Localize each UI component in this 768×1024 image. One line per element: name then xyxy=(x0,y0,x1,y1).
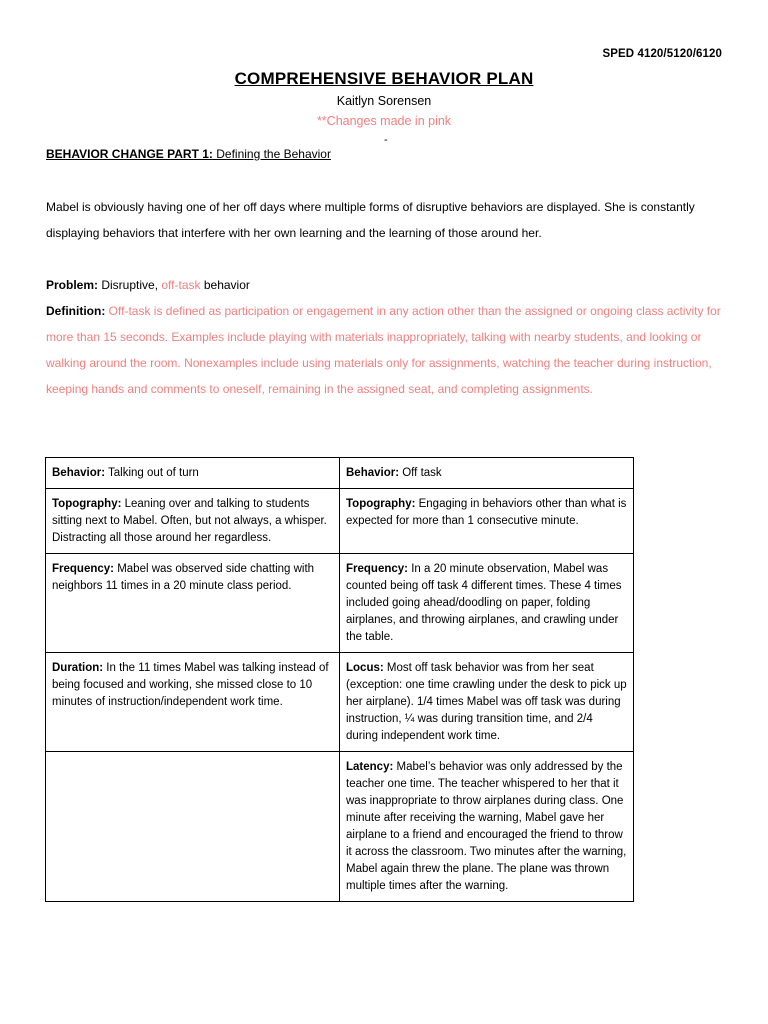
cell-label: Frequency: xyxy=(52,563,114,575)
title-block xyxy=(0,68,768,131)
cell-text: Mabel was observed side chatting with neighbors 11 times in a 20 minute class period. xyxy=(52,563,315,592)
cell-label: Behavior: xyxy=(52,467,106,479)
cell-label: Latency: xyxy=(346,761,394,773)
problem-text-before: Disruptive, xyxy=(98,278,162,292)
table-row xyxy=(46,489,634,554)
table-row xyxy=(46,554,634,653)
cell-text: Leaning over and talking to students sitting next to Mabel. Often, but not always, a whisper. Distracting all those around her regardless. xyxy=(52,498,327,544)
cell-text: Engaging in behaviors other than what is expected for more than 1 consecutive minute. xyxy=(346,498,627,527)
cell-text: Most off task behavior was from her seat (exception: one time crawling under the desk to pick up her airplane). 1/4 times Mabel was off task was during instruction, ¼ was during transition time, and 2/4 during independent work time. xyxy=(346,662,627,742)
definition-paragraph xyxy=(46,298,730,402)
problem-text-after: behavior xyxy=(200,278,250,292)
cell-label: Locus: xyxy=(346,662,384,674)
table-cell xyxy=(46,489,340,554)
cell-label: Topography: xyxy=(346,498,416,510)
cell-text: Off task xyxy=(399,467,442,479)
cell-text: Mabel’s behavior was only addressed by the teacher one time. The teacher whispered to her that it was inappropriate to throw airplanes during class. One minute after receiving the warning, Mabel gave her airplane to a friend and encouraged the friend to throw it across the classroom. Two minutes after the warning, Mabel again threw the plane. The plane was thrown multiple times after the warning. xyxy=(346,761,627,892)
table-cell xyxy=(46,458,340,489)
table-cell-empty xyxy=(46,752,340,902)
table-cell xyxy=(340,489,634,554)
table-cell xyxy=(340,752,634,902)
table-row xyxy=(46,653,634,752)
section-heading-bold: BEHAVIOR CHANGE PART 1: xyxy=(46,147,213,161)
cell-label: Topography: xyxy=(52,498,122,510)
cell-text: In the 11 times Mabel was talking instead of being focused and working, she missed close to 10 minutes of instruction/independent work time. xyxy=(52,662,329,708)
section-heading-rest: Defining the Behavior xyxy=(212,147,331,161)
table-cell xyxy=(340,458,634,489)
cell-label: Behavior: xyxy=(346,467,400,479)
cell-text: Talking out of turn xyxy=(105,467,199,479)
behavior-table xyxy=(45,457,634,902)
table-row xyxy=(46,458,634,489)
table-cell xyxy=(340,554,634,653)
table-row xyxy=(46,752,634,902)
author-name: Kaitlyn Sorensen xyxy=(336,94,432,108)
problem-label: Problem: xyxy=(46,278,99,292)
definition-label: Definition: xyxy=(46,304,106,318)
intro-paragraph: Mabel is obviously having one of her off days where multiple forms of disruptive behaviors are displayed. She is constantly displaying behaviors that interfere with her own learning and the learning of those around her. xyxy=(46,200,695,240)
definition-text: Off-task is defined as participation or engagement in any action other than the assigned or ongoing class activity for more than 15 seconds. Examples include playing with materials inappropriately, talking with nearby students, and looking or walking around the room. Nonexamples include using materials only for assignments, watching the teacher during instruction, keeping hands and comments to oneself, remaining in the assigned seat, and completing assignments. xyxy=(46,304,721,396)
cell-label: Duration: xyxy=(52,662,104,674)
cell-text: In a 20 minute observation, Mabel was counted being off task 4 different times. These 4 times included going ahead/doodling on paper, folding airplanes, and throwing airplanes, and crawling under the table. xyxy=(346,563,622,643)
document-title: COMPREHENSIVE BEHAVIOR PLAN xyxy=(234,69,534,88)
section-heading xyxy=(46,147,331,161)
table-cell xyxy=(340,653,634,752)
changes-note: **Changes made in pink xyxy=(316,114,452,128)
table-cell xyxy=(46,653,340,752)
dash-mark: - xyxy=(384,134,388,146)
cell-label: Frequency: xyxy=(346,563,408,575)
course-code: SPED 4120/5120/6120 xyxy=(602,48,722,60)
problem-line xyxy=(46,272,726,298)
table-cell xyxy=(46,554,340,653)
problem-text-pink: off-task xyxy=(161,278,201,292)
